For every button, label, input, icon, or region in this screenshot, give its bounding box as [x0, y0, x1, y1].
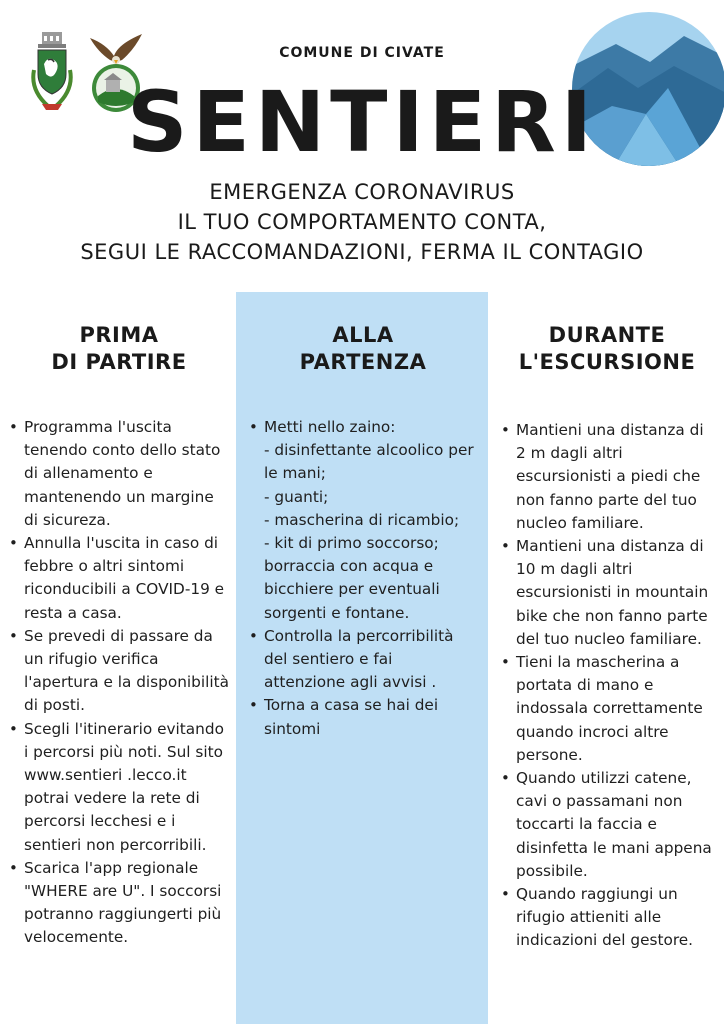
- list-item: • Tieni la mascherina a portata di mano e indossala correttamente quando incroci altre persone.: [500, 651, 714, 767]
- subtitle: [0, 177, 724, 267]
- column-heading-line: PRIMA: [79, 323, 159, 347]
- list-item: • Se prevedi di passare da un rifugio verifica l'apertura e la disponibilità di posti.: [8, 625, 230, 718]
- organization-name: COMUNE DI CIVATE: [279, 45, 445, 61]
- page-title: SENTIERI: [126, 73, 598, 171]
- list-item: • Programma l'uscita tenendo conto dello stato di allenamento e mantenendo un margine di sicureza.: [8, 416, 230, 532]
- list-subitem: - guanti;: [264, 487, 329, 506]
- list-subitem: - disinfettante alcoolico per le mani;: [264, 441, 474, 483]
- list-item: • Scegli l'itinerario evitando i percorsi più noti. Sul sito www.sentieri .lecco.it potrai vedere la rete di percorsi lecchesi e i sentieri non percorribili.: [8, 718, 230, 857]
- list-subitem: - kit di primo soccorso; borraccia con acqua e bicchiere per eventuali sorgenti e fontane.: [264, 534, 440, 622]
- recommendation-list: [500, 419, 714, 953]
- list-item: • Torna a casa se hai dei sintomi: [248, 694, 478, 740]
- subtitle-line: EMERGENZA CORONAVIRUS: [209, 180, 515, 204]
- subtitle-line: IL TUO COMPORTAMENTO CONTA,: [177, 210, 547, 234]
- column-heading-line: L'ESCURSIONE: [518, 350, 696, 374]
- recommendation-list: [8, 416, 230, 950]
- list-item: [248, 416, 478, 625]
- column-heading: [248, 322, 478, 392]
- column-at-departure: [248, 322, 478, 741]
- list-item: • Mantieni una distanza di 2 m dagli altri escursionisti a piedi che non fanno parte del tuo nucleo familiare.: [500, 419, 714, 535]
- list-item: • Quando raggiungi un rifugio attieniti alle indicazioni del gestore.: [500, 883, 714, 953]
- list-item: • Mantieni una distanza di 10 m dagli altri escursionisti in mountain bike che non fanno parte del tuo nucleo familiare.: [500, 535, 714, 651]
- list-item: • Quando utilizzi catene, cavi o passamani non toccarti la faccia e disinfetta le mani appena possibile.: [500, 767, 714, 883]
- column-heading-line: ALLA: [332, 323, 394, 347]
- column-during-hike: [500, 322, 714, 953]
- list-item: • Scarica l'app regionale "WHERE are U". I soccorsi potranno raggiungerti più velocemente.: [8, 857, 230, 950]
- subtitle-line: SEGUI LE RACCOMANDAZIONI, FERMA IL CONTAGIO: [80, 240, 644, 264]
- recommendation-list: [248, 416, 478, 741]
- column-before-departure: [8, 322, 230, 950]
- column-heading: [500, 322, 714, 392]
- list-item: • Controlla la percorribilità del sentiero e fai attenzione agli avvisi .: [248, 625, 478, 695]
- list-item-intro: • Metti nello zaino:: [264, 418, 396, 436]
- column-heading: [8, 322, 230, 392]
- list-subitem: - mascherina di ricambio;: [264, 510, 460, 529]
- column-heading-line: DURANTE: [548, 323, 666, 347]
- list-item: • Annulla l'uscita in caso di febbre o altri sintomi riconducibili a COVID-19 e resta a casa.: [8, 532, 230, 625]
- column-heading-line: DI PARTIRE: [51, 350, 187, 374]
- column-heading-line: PARTENZA: [299, 350, 427, 374]
